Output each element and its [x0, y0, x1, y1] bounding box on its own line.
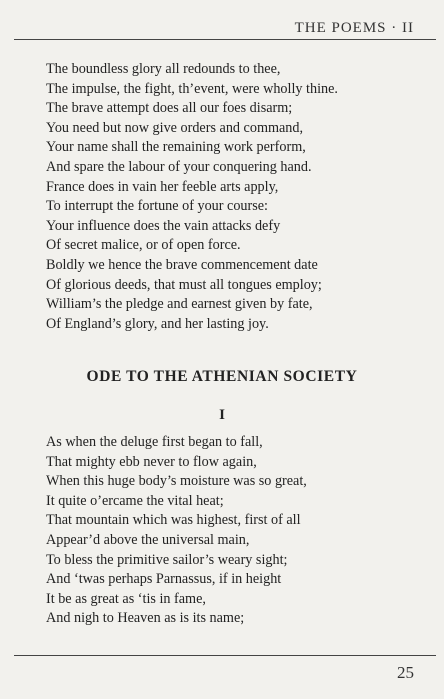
verse-line: Your name shall the remaining work perform,: [46, 139, 306, 156]
header-rule: [14, 39, 436, 40]
verse-line: Appear’d above the universal main,: [46, 531, 250, 548]
verse-line: And nigh to Heaven as is its name;: [46, 610, 245, 627]
verse-line: The boundless glory all redounds to thee,: [46, 61, 281, 77]
verse-line: William’s the pledge and earnest given by fate,: [46, 296, 313, 313]
section-number: I: [219, 407, 225, 423]
stanza-ode-section-one: [46, 433, 307, 629]
verse-line: To bless the primitive sailor’s weary sight;: [46, 551, 288, 568]
footer-rule: [14, 655, 436, 656]
verse-line: Of England’s glory, and her lasting joy.: [46, 315, 269, 332]
verse-line: To interrupt the fortune of your course:: [46, 198, 268, 215]
verse-line: And ‘twas perhaps Parnassus, if in height: [46, 571, 282, 588]
verse-line: Of glorious deeds, that must all tongues employ;: [46, 276, 322, 293]
verse-line: The impulse, the fight, th’event, were wholly thine.: [46, 80, 338, 97]
verse-line: That mountain which was highest, first of all: [46, 512, 301, 529]
verse-line: The brave attempt does all our foes disarm;: [46, 100, 293, 117]
verse-line: When this huge body’s moisture was so great,: [46, 473, 307, 490]
verse-line: That mighty ebb never to flow again,: [46, 453, 257, 470]
verse-line: France does in vain her feeble arts apply,: [46, 178, 279, 195]
poem-title: ODE TO THE ATHENIAN SOCIETY: [86, 368, 358, 385]
page-number: 25: [397, 663, 414, 682]
verse-line: As when the deluge first began to fall,: [46, 434, 263, 450]
verse-line: You need but now give orders and command,: [46, 119, 304, 136]
verse-line: It be as great as ‘tis in fame,: [46, 590, 206, 607]
running-head: THE POEMS · II: [294, 20, 414, 36]
verse-line: Your influence does the vain attacks defy: [46, 217, 281, 234]
verse-line: It quite o’ercame the vital heat;: [46, 492, 224, 509]
verse-line: And spare the labour of your conquering hand.: [46, 158, 312, 175]
verse-line: Of secret malice, or of open force.: [46, 237, 241, 254]
stanza-previous-poem: [46, 60, 338, 334]
verse-line: Boldly we hence the brave commencement date: [46, 256, 318, 273]
